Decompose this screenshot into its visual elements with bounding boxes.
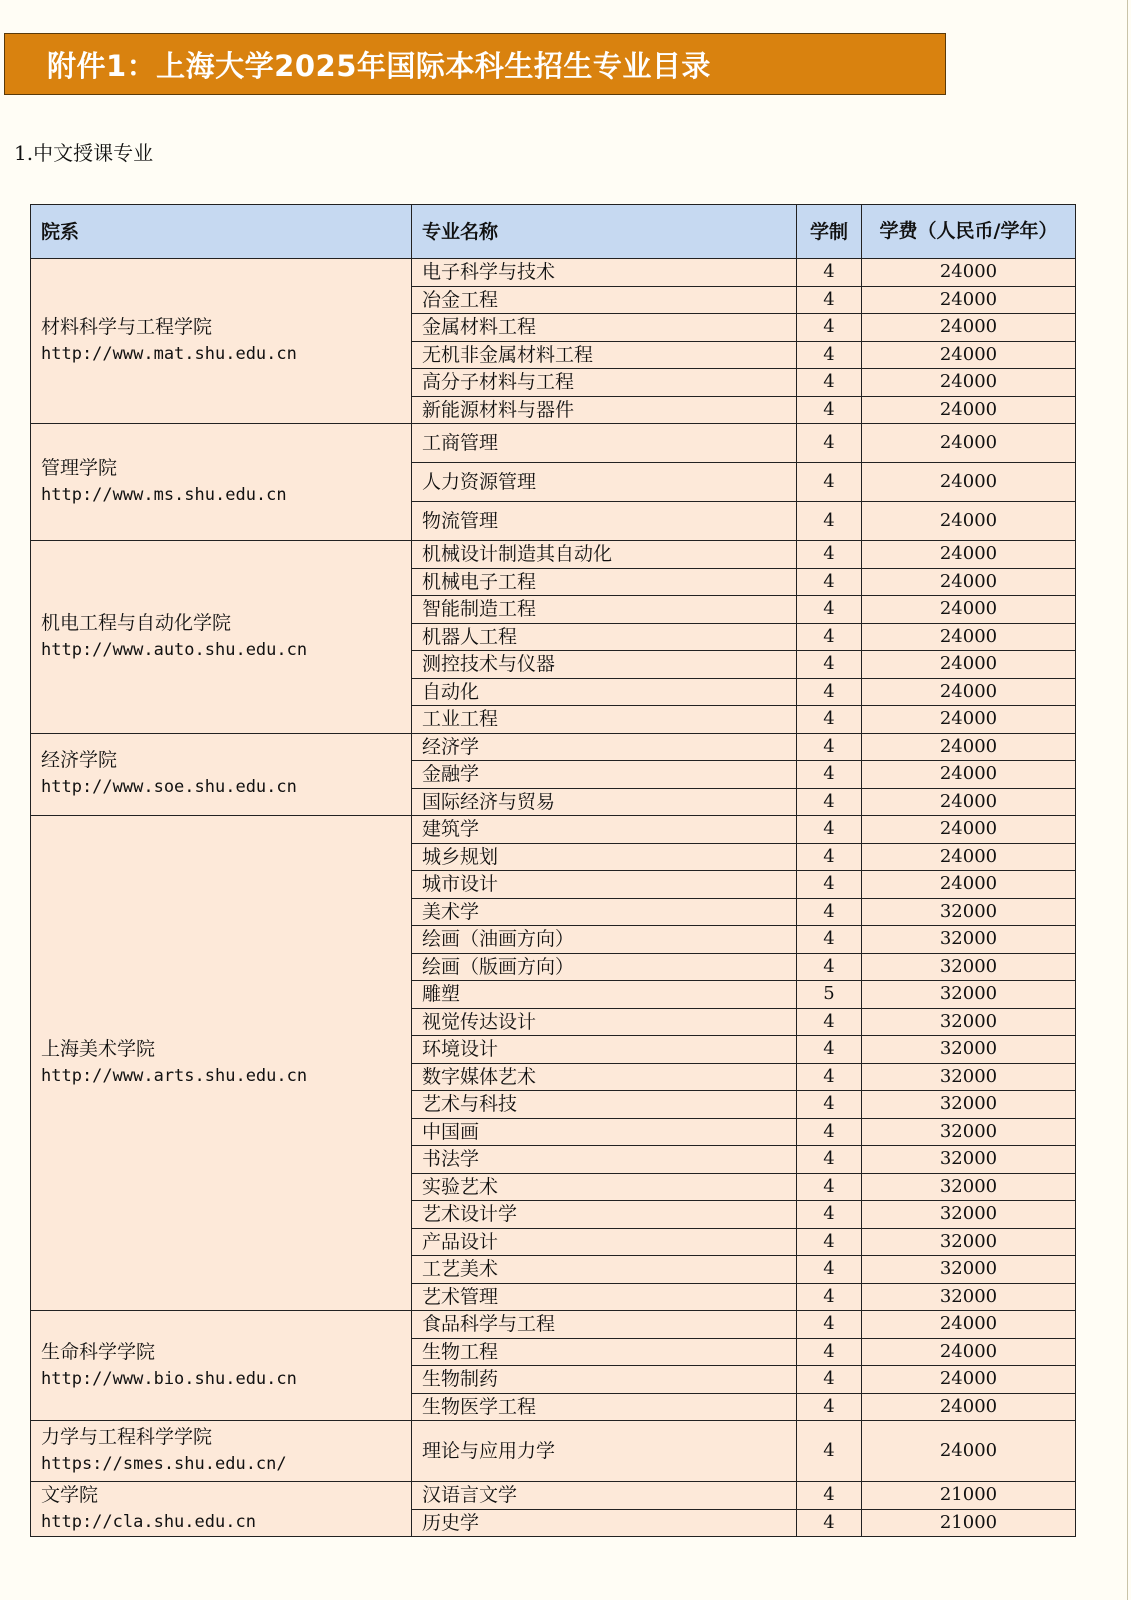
major-name-cell: 生物医学工程 [412,1393,797,1421]
major-name-cell: 中国画 [412,1118,797,1146]
major-name-cell: 城市设计 [412,871,797,899]
header-fee: 学费（人民币/学年） [862,205,1076,259]
major-name-cell: 机械电子工程 [412,568,797,596]
fee-cell: 24000 [862,871,1076,899]
years-cell: 4 [797,463,862,502]
fee-cell: 24000 [862,651,1076,679]
dept-url: http://www.soe.shu.edu.cn [41,777,297,798]
fee-cell: 32000 [862,1091,1076,1119]
years-cell: 4 [797,651,862,679]
fee-cell: 24000 [862,816,1076,844]
major-name-cell: 机器人工程 [412,623,797,651]
dept-name: 机电工程与自动化学院 [41,611,232,634]
dept-cell [31,1482,412,1537]
fee-cell: 24000 [862,396,1076,424]
fee-cell: 21000 [862,1509,1076,1537]
major-name-cell: 产品设计 [412,1228,797,1256]
dept-name: 文学院 [41,1484,99,1506]
header-years: 学制 [797,205,862,259]
fee-cell: 32000 [862,1063,1076,1091]
years-cell: 4 [797,733,862,761]
years-cell: 4 [797,1146,862,1174]
fee-cell: 32000 [862,1118,1076,1146]
major-name-cell: 高分子材料与工程 [412,369,797,397]
years-cell: 4 [797,596,862,624]
fee-cell: 24000 [862,623,1076,651]
dept-cell [31,816,412,1311]
dept-name: 上海美术学院 [41,1038,156,1060]
dept-url: http://www.auto.shu.edu.cn [41,639,308,660]
fee-cell: 32000 [862,1146,1076,1174]
dept-url: https://smes.shu.edu.cn/ [41,1454,287,1474]
fee-cell: 32000 [862,1256,1076,1284]
years-cell: 4 [797,314,862,342]
major-name-cell: 无机非金属材料工程 [412,341,797,369]
years-cell: 4 [797,424,862,463]
fee-cell: 21000 [862,1482,1076,1510]
years-cell: 4 [797,1482,862,1510]
years-cell: 4 [797,1509,862,1537]
years-cell: 4 [797,926,862,954]
header-major: 专业名称 [412,205,797,259]
table-header-row [31,205,1076,259]
years-cell: 4 [797,1311,862,1339]
header-banner [4,33,946,95]
major-name-cell: 国际经济与贸易 [412,788,797,816]
table-body [31,259,1076,1537]
dept-url: http://www.mat.shu.edu.cn [41,344,297,364]
dept-cell [31,259,412,424]
fee-cell: 24000 [862,1311,1076,1339]
major-name-cell: 智能制造工程 [412,596,797,624]
years-cell: 4 [797,1366,862,1394]
fee-cell: 32000 [862,1283,1076,1311]
fee-cell: 24000 [862,706,1076,734]
major-name-cell: 金属材料工程 [412,314,797,342]
major-name-cell: 电子科学与技术 [412,259,797,287]
fee-cell: 32000 [862,1201,1076,1229]
major-name-cell: 人力资源管理 [412,463,797,502]
years-cell: 4 [797,788,862,816]
major-name-cell: 汉语言文学 [412,1482,797,1510]
years-cell: 4 [797,1338,862,1366]
years-cell: 4 [797,871,862,899]
major-name-cell: 工商管理 [412,424,797,463]
major-name-cell: 测控技术与仪器 [412,651,797,679]
dept-name: 管理学院 [41,457,118,479]
dept-url: http://www.bio.shu.edu.cn [41,1368,297,1389]
years-cell: 5 [797,981,862,1009]
fee-cell: 24000 [862,733,1076,761]
page-right-edge [1127,0,1128,1600]
years-cell: 4 [797,1036,862,1064]
fee-cell: 24000 [862,424,1076,463]
major-name-cell: 雕塑 [412,981,797,1009]
years-cell: 4 [797,953,862,981]
years-cell: 4 [797,1201,862,1229]
years-cell: 4 [797,898,862,926]
years-cell: 4 [797,259,862,287]
document-title: 附件1：上海大学2025年国际本科生招生专业目录 [47,48,711,83]
table-row [31,1311,1076,1339]
fee-cell: 24000 [862,259,1076,287]
fee-cell: 24000 [862,843,1076,871]
fee-cell: 32000 [862,1228,1076,1256]
major-name-cell: 城乡规划 [412,843,797,871]
major-name-cell: 书法学 [412,1146,797,1174]
fee-cell: 32000 [862,953,1076,981]
major-name-cell: 环境设计 [412,1036,797,1064]
major-name-cell: 食品科学与工程 [412,1311,797,1339]
years-cell: 4 [797,1283,862,1311]
major-name-cell: 经济学 [412,733,797,761]
dept-name: 力学与工程科学学院 [41,1426,213,1448]
fee-cell: 24000 [862,463,1076,502]
dept-cell [31,541,412,734]
major-name-cell: 机械设计制造其自动化 [412,541,797,569]
dept-cell [31,1311,412,1421]
dept-url: http://www.ms.shu.edu.cn [41,485,287,505]
years-cell: 4 [797,1063,862,1091]
fee-cell: 32000 [862,898,1076,926]
table-row [31,816,1076,844]
header-dept: 院系 [31,205,412,259]
major-name-cell: 艺术管理 [412,1283,797,1311]
major-name-cell: 绘画（版画方向） [412,953,797,981]
years-cell: 4 [797,706,862,734]
fee-cell: 24000 [862,596,1076,624]
table-row [31,733,1076,761]
major-name-cell: 美术学 [412,898,797,926]
years-cell: 4 [797,541,862,569]
fee-cell: 24000 [862,1393,1076,1421]
fee-cell: 24000 [862,678,1076,706]
years-cell: 4 [797,1393,862,1421]
fee-cell: 24000 [862,788,1076,816]
major-name-cell: 艺术设计学 [412,1201,797,1229]
fee-cell: 24000 [862,314,1076,342]
major-name-cell: 物流管理 [412,502,797,541]
major-name-cell: 历史学 [412,1509,797,1537]
major-name-cell: 实验艺术 [412,1173,797,1201]
table-row [31,541,1076,569]
fee-cell: 24000 [862,568,1076,596]
years-cell: 4 [797,1421,862,1482]
major-name-cell: 冶金工程 [412,286,797,314]
years-cell: 4 [797,816,862,844]
dept-url: http://www.arts.shu.edu.cn [41,1066,308,1086]
dept-cell [31,424,412,541]
table-row [31,259,1076,287]
fee-cell: 32000 [862,981,1076,1009]
dept-cell [31,1421,412,1482]
major-name-cell: 生物工程 [412,1338,797,1366]
years-cell: 4 [797,843,862,871]
table-row [31,424,1076,463]
dept-name: 材料科学与工程学院 [41,316,213,338]
fee-cell: 24000 [862,1421,1076,1482]
years-cell: 4 [797,761,862,789]
years-cell: 4 [797,678,862,706]
fee-cell: 24000 [862,341,1076,369]
fee-cell: 24000 [862,502,1076,541]
fee-cell: 24000 [862,369,1076,397]
years-cell: 4 [797,286,862,314]
major-name-cell: 理论与应用力学 [412,1421,797,1482]
fee-cell: 24000 [862,761,1076,789]
years-cell: 4 [797,396,862,424]
years-cell: 4 [797,1008,862,1036]
major-name-cell: 建筑学 [412,816,797,844]
years-cell: 4 [797,1256,862,1284]
fee-cell: 24000 [862,1366,1076,1394]
table-row [31,1421,1076,1482]
years-cell: 4 [797,1173,862,1201]
years-cell: 4 [797,1228,862,1256]
years-cell: 4 [797,623,862,651]
years-cell: 4 [797,369,862,397]
major-name-cell: 绘画（油画方向） [412,926,797,954]
fee-cell: 24000 [862,541,1076,569]
years-cell: 4 [797,1118,862,1146]
fee-cell: 32000 [862,926,1076,954]
years-cell: 4 [797,502,862,541]
major-catalog-table [30,204,1076,1537]
major-name-cell: 自动化 [412,678,797,706]
years-cell: 4 [797,1091,862,1119]
dept-cell [31,733,412,816]
fee-cell: 24000 [862,1338,1076,1366]
dept-name: 生命科学学院 [41,1340,156,1363]
table-row [31,1482,1076,1510]
major-name-cell: 数字媒体艺术 [412,1063,797,1091]
major-name-cell: 金融学 [412,761,797,789]
major-name-cell: 工业工程 [412,706,797,734]
major-name-cell: 视觉传达设计 [412,1008,797,1036]
fee-cell: 32000 [862,1173,1076,1201]
major-name-cell: 艺术与科技 [412,1091,797,1119]
years-cell: 4 [797,341,862,369]
dept-name: 经济学院 [41,749,118,772]
section-title: 1.中文授课专业 [14,141,154,165]
major-name-cell: 生物制药 [412,1366,797,1394]
fee-cell: 32000 [862,1036,1076,1064]
fee-cell: 32000 [862,1008,1076,1036]
years-cell: 4 [797,568,862,596]
dept-url: http://cla.shu.edu.cn [41,1512,256,1532]
major-name-cell: 新能源材料与器件 [412,396,797,424]
fee-cell: 24000 [862,286,1076,314]
major-name-cell: 工艺美术 [412,1256,797,1284]
